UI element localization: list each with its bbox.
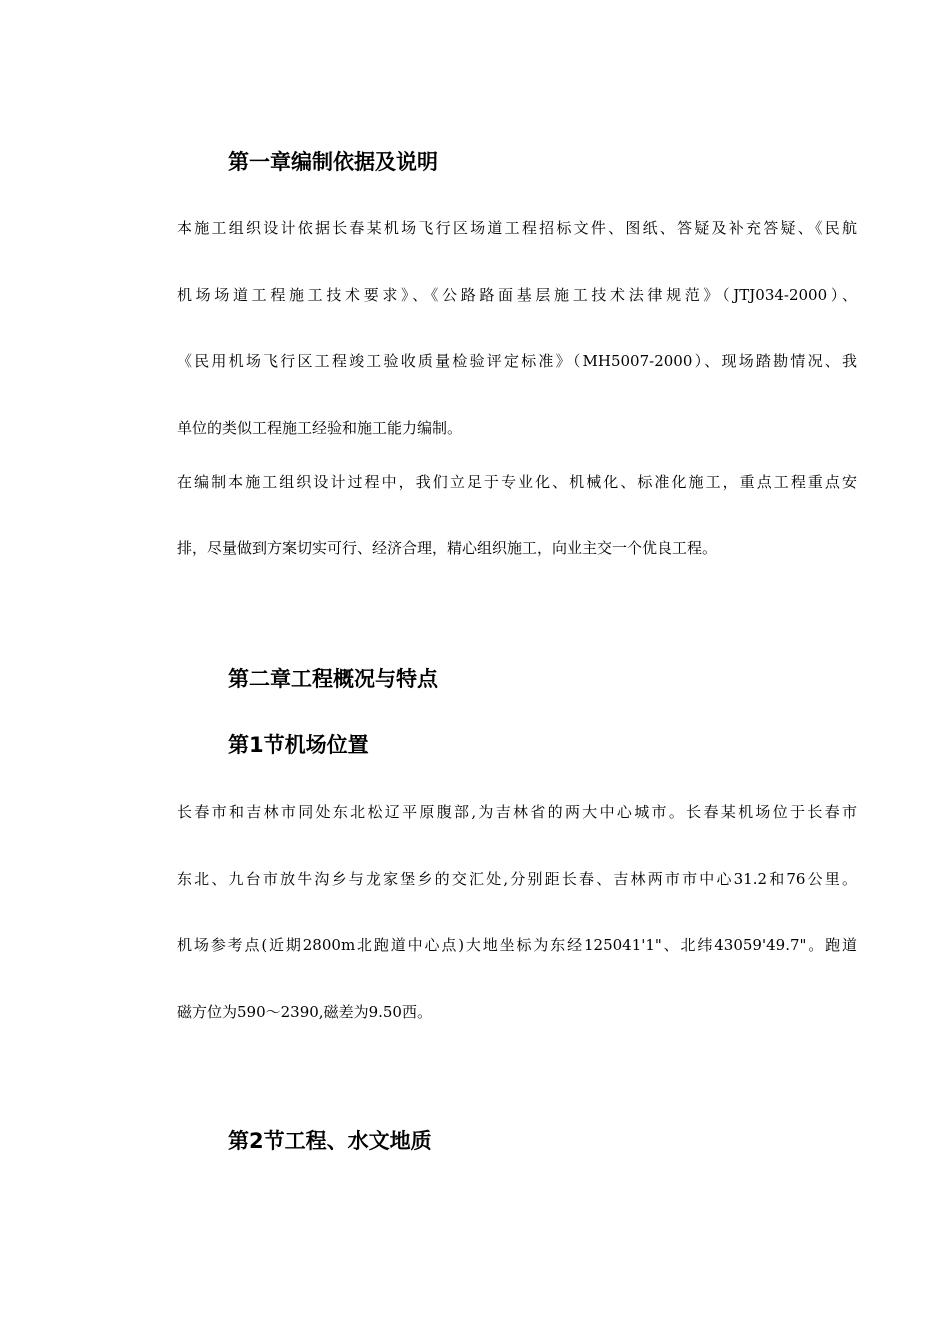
section-1-line-2: 东北、九台市放牛沟乡与龙家堡乡的交汇处,分别距长春、吉林两市市中心31.2和76公里。 <box>177 870 857 888</box>
chapter-1-paragraph-2-line-1: 在编制本施工组织设计过程中，我们立足于专业化、机械化、标准化施工，重点工程重点安 <box>177 473 857 491</box>
section-1-line-3: 机场参考点(近期2800m北跑道中心点)大地坐标为东经125041'1"、北纬43059'49.7"。跑道 <box>177 936 857 954</box>
chapter-1-paragraph-1-line-1: 本施工组织设计依据长春某机场飞行区场道工程招标文件、图纸、答疑及补充答疑、《民航 <box>177 219 857 237</box>
section-1-line-1: 长春市和吉林市同处东北松辽平原腹部,为吉林省的两大中心城市。长春某机场位于长春市 <box>177 803 857 821</box>
section-1-line-4: 磁方位为590～2390,磁差为9.50西。 <box>177 1003 432 1021</box>
chapter-1-paragraph-1-line-2: 机场场道工程施工技术要求》、《公路路面基层施工技术法律规范》（JTJ034-2000）、 <box>177 286 857 304</box>
section-2-title: 第2节工程、水文地质 <box>228 1129 432 1153</box>
chapter-2-title: 第二章工程概况与特点 <box>228 667 438 691</box>
chapter-1-paragraph-1-line-4: 单位的类似工程施工经验和施工能力编制。 <box>177 419 463 437</box>
chapter-1-title: 第一章编制依据及说明 <box>228 150 438 174</box>
chapter-1-paragraph-2-line-2: 排，尽量做到方案切实可行、经济合理，精心组织施工，向业主交一个优良工程。 <box>177 539 718 557</box>
section-1-title: 第1节机场位置 <box>228 733 369 757</box>
chapter-1-paragraph-1-line-3: 《民用机场飞行区工程竣工验收质量检验评定标准》（MH5007-2000）、现场踏勘情况、我 <box>177 352 857 370</box>
